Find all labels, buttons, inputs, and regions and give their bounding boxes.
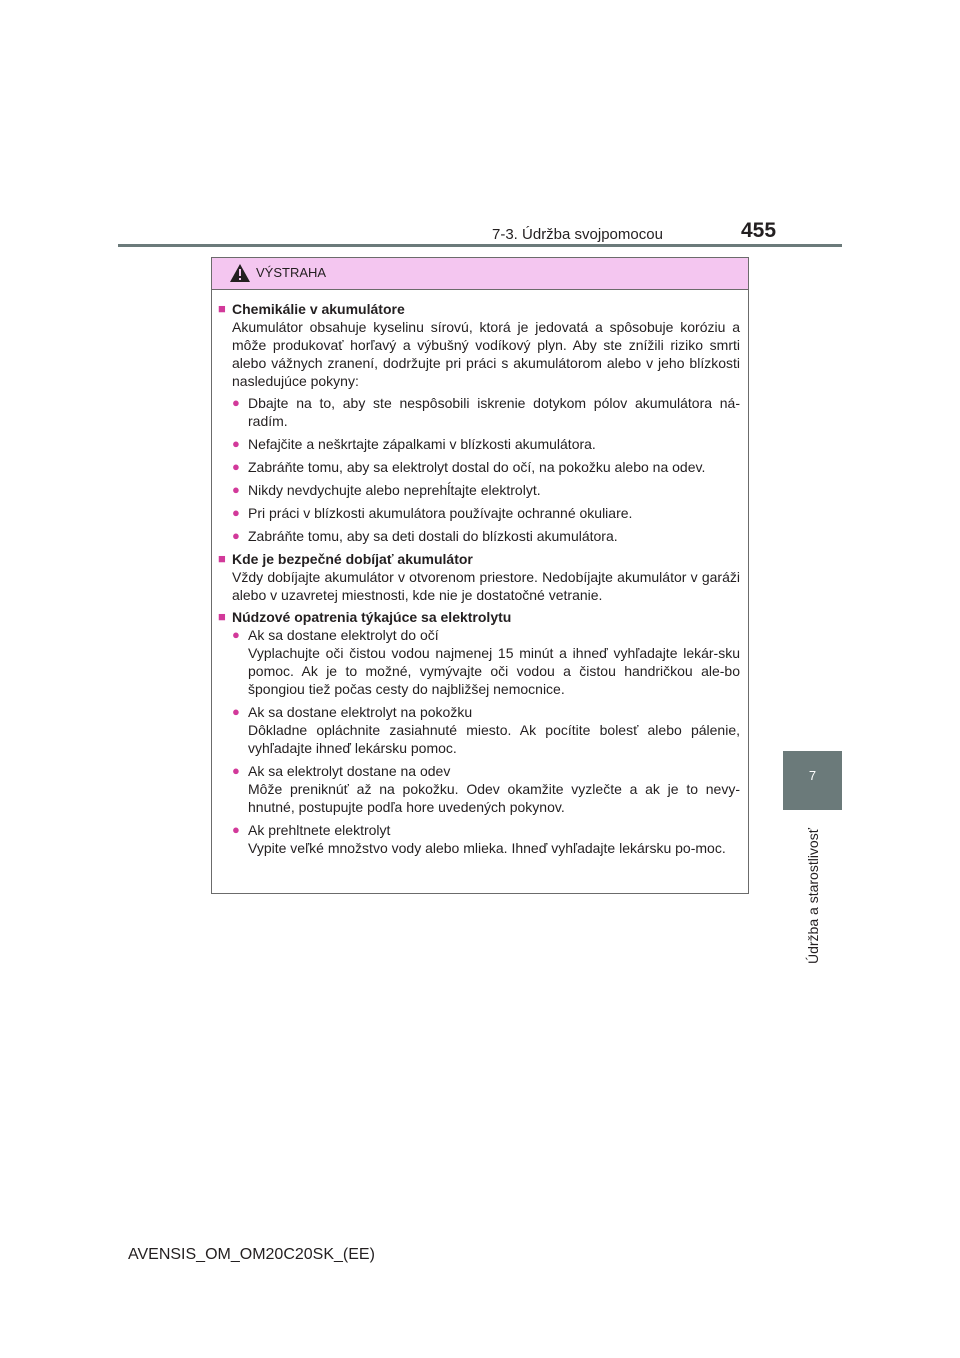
circle-bullet-icon: ●	[232, 627, 240, 642]
list-item	[218, 821, 740, 857]
list-item-text: Pri práci v blízkosti akumulátora používajte ochranné okuliare.	[248, 505, 633, 521]
warning-triangle-icon	[229, 263, 251, 283]
warning-section	[218, 300, 740, 545]
section-title-text: Kde je bezpečné dobíjať akumulátor	[232, 551, 473, 567]
list-item	[218, 626, 740, 698]
square-bullet-icon: ■	[218, 551, 226, 566]
chapter-number: 7	[808, 768, 817, 783]
list-item-body	[248, 458, 740, 476]
list-item-text: Môže preniknúť až na pokožku. Odev okamžite vyzlečte a ak je to nevy-hnutné, postupujte podľa hore uvedených pokynov.	[248, 781, 740, 815]
list-item-body	[248, 435, 740, 453]
list-item-body	[248, 821, 740, 857]
chapter-title: Údržba a starostlivosť	[805, 828, 821, 964]
list-item	[218, 458, 740, 476]
list-item-text: Vypite veľké množstvo vody alebo mlieka. Ihneď vyhľadajte lekársku po-moc.	[248, 840, 726, 856]
circle-bullet-icon: ●	[232, 395, 240, 410]
list-item	[218, 394, 740, 430]
list-item	[218, 527, 740, 545]
warning-section	[218, 550, 740, 604]
list-item-text: Dôkladne opláchnite zasiahnuté miesto. Ak pocítite bolesť alebo pálenie, vyhľadajte ihneď lekársku pomoc.	[248, 722, 740, 756]
list-item-text: Nefajčite a neškrtajte zápalkami v blízkosti akumulátora.	[248, 436, 596, 452]
warning-section	[218, 608, 740, 857]
circle-bullet-icon: ●	[232, 482, 240, 497]
list-item	[218, 435, 740, 453]
section-title-text: Chemikálie v akumulátore	[232, 301, 405, 317]
list-item-body	[248, 394, 740, 430]
page-number: 455	[741, 219, 777, 242]
circle-bullet-icon: ●	[232, 436, 240, 451]
list-item-body	[248, 703, 740, 757]
section-text: Vždy dobíjajte akumulátor v otvorenom priestore. Nedobíjajte akumulátor v garáži alebo v uzavretej miestnosti, kde nie je dostatočné vetranie.	[232, 569, 740, 603]
list-item-body	[248, 762, 740, 816]
list-item-text: Zabráňte tomu, aby sa elektrolyt dostal do očí, na pokožku alebo na odev.	[248, 459, 706, 475]
warning-content	[212, 290, 748, 857]
list-item	[218, 504, 740, 522]
section-text: Akumulátor obsahuje kyselinu sírovú, ktorá je jedovatá a spôsobuje koróziu a môže produkovať horľavý a výbušný vodíkový plyn. Aby ste znížili riziko smrti alebo vážnych zranení, dodržujte pri práci s akumulátorom alebo v jeho blízkosti nasledujúce pokyny:	[232, 319, 740, 389]
circle-bullet-icon: ●	[232, 704, 240, 719]
section-title	[218, 300, 740, 318]
document-code: AVENSIS_OM_OM20C20SK_(EE)	[128, 1246, 375, 1263]
list-item-heading: Ak sa elektrolyt dostane na odev	[248, 763, 451, 779]
circle-bullet-icon: ●	[232, 528, 240, 543]
list-item-text: Nikdy nevdychujte alebo neprehĺtajte elektrolyt.	[248, 482, 541, 498]
circle-bullet-icon: ●	[232, 822, 240, 837]
list-item-text: Zabráňte tomu, aby sa deti dostali do blízkosti akumulátora.	[248, 528, 618, 544]
list-item-heading: Ak sa dostane elektrolyt do očí	[248, 627, 439, 643]
warning-box	[211, 257, 749, 894]
circle-bullet-icon: ●	[232, 763, 240, 778]
list-item-text: Vyplachujte oči čistou vodou najmenej 15 minút a ihneď vyhľadajte lekár-sku pomoc. Ak je to možné, vymývajte oči vodou a čistou handričkou ale-bo špongiou tiež počas cesty do najbližšej nemocnice.	[248, 645, 740, 697]
warning-header	[212, 258, 748, 290]
section-title-text: Núdzové opatrenia týkajúce sa elektrolytu	[232, 609, 512, 625]
list-item-body	[248, 504, 740, 522]
section-title	[218, 550, 740, 568]
chapter-tab	[783, 751, 842, 810]
list-item-body	[248, 626, 740, 698]
list-item-text: Dbajte na to, aby ste nespôsobili iskrenie dotykom pólov akumulátora ná-radím.	[248, 395, 740, 429]
square-bullet-icon: ■	[218, 301, 226, 316]
list-item	[218, 481, 740, 499]
list-item	[218, 703, 740, 757]
circle-bullet-icon: ●	[232, 505, 240, 520]
warning-title: VÝSTRAHA	[256, 265, 327, 280]
list-item-heading: Ak prehltnete elektrolyt	[248, 822, 391, 838]
square-bullet-icon: ■	[218, 609, 226, 624]
list-item	[218, 762, 740, 816]
header-rule	[118, 244, 842, 247]
header-section-title: 7-3. Údržba svojpomocou	[492, 226, 663, 243]
circle-bullet-icon: ●	[232, 459, 240, 474]
list-item-body	[248, 527, 740, 545]
list-item-body	[248, 481, 740, 499]
section-title	[218, 608, 740, 626]
list-item-heading: Ak sa dostane elektrolyt na pokožku	[248, 704, 473, 720]
chapter-title-vertical	[803, 818, 823, 964]
